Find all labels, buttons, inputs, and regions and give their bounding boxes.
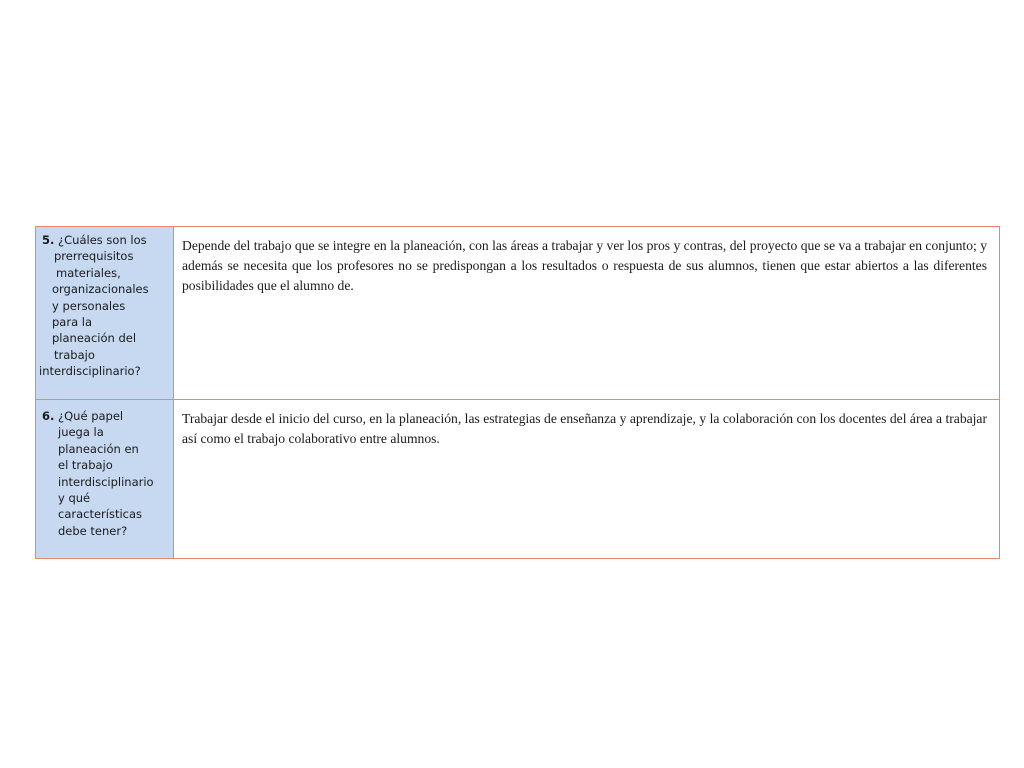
question-cell-6 bbox=[36, 400, 174, 559]
question-5-line-7: planeación del bbox=[52, 331, 137, 346]
question-6-line-1: 6. ¿Qué papel bbox=[42, 409, 124, 423]
question-answer-table bbox=[35, 226, 1000, 559]
table-row-question-5 bbox=[36, 227, 1000, 400]
question-6-line-8: debe tener? bbox=[58, 523, 128, 538]
question-5-line-4: organizacionales bbox=[52, 282, 149, 297]
table-row-question-6 bbox=[36, 400, 1000, 559]
question-5-line-6: para la bbox=[52, 315, 93, 330]
question-5-line-8: trabajo bbox=[54, 347, 95, 362]
question-number-5: 5. bbox=[42, 233, 55, 247]
question-5-line-3: materiales, bbox=[56, 265, 121, 280]
question-5-line-2: prerrequisitos bbox=[54, 249, 134, 264]
question-5-line-1: 5. ¿Cuáles son los bbox=[42, 233, 147, 247]
question-6-line-2: juega la bbox=[58, 425, 104, 440]
answer-cell-5: Depende del trabajo que se integre en la planeación, con las áreas a trabajar y ver los pros y contras, del proyecto que se va a trabajar en conjunto; y además se necesita que los profesores no se predispongan a los resultados o respuesta de sus alumnos, tienen que estar abiertos a las diferentes posibilidades que el alumno de. bbox=[174, 227, 1000, 400]
question-5-line-5: y personales bbox=[52, 298, 126, 313]
question-6-line-6: y qué bbox=[58, 491, 91, 506]
question-6-line-7: características bbox=[58, 507, 143, 522]
answer-cell-6: Trabajar desde el inicio del curso, en la planeación, las estrategias de enseñanza y aprendizaje, y la colaboración con los docentes del área a trabajar así como el trabajo colaborativo entre alumnos. bbox=[174, 400, 1000, 559]
question-cell-5 bbox=[36, 227, 174, 400]
question-6-line-3: planeación en bbox=[58, 441, 139, 456]
question-6-line-5: interdisciplinario bbox=[58, 474, 154, 489]
question-number-6: 6. bbox=[42, 409, 55, 423]
question-6-line-4: el trabajo bbox=[58, 458, 113, 473]
question-5-line-9: interdisciplinario? bbox=[39, 364, 141, 379]
